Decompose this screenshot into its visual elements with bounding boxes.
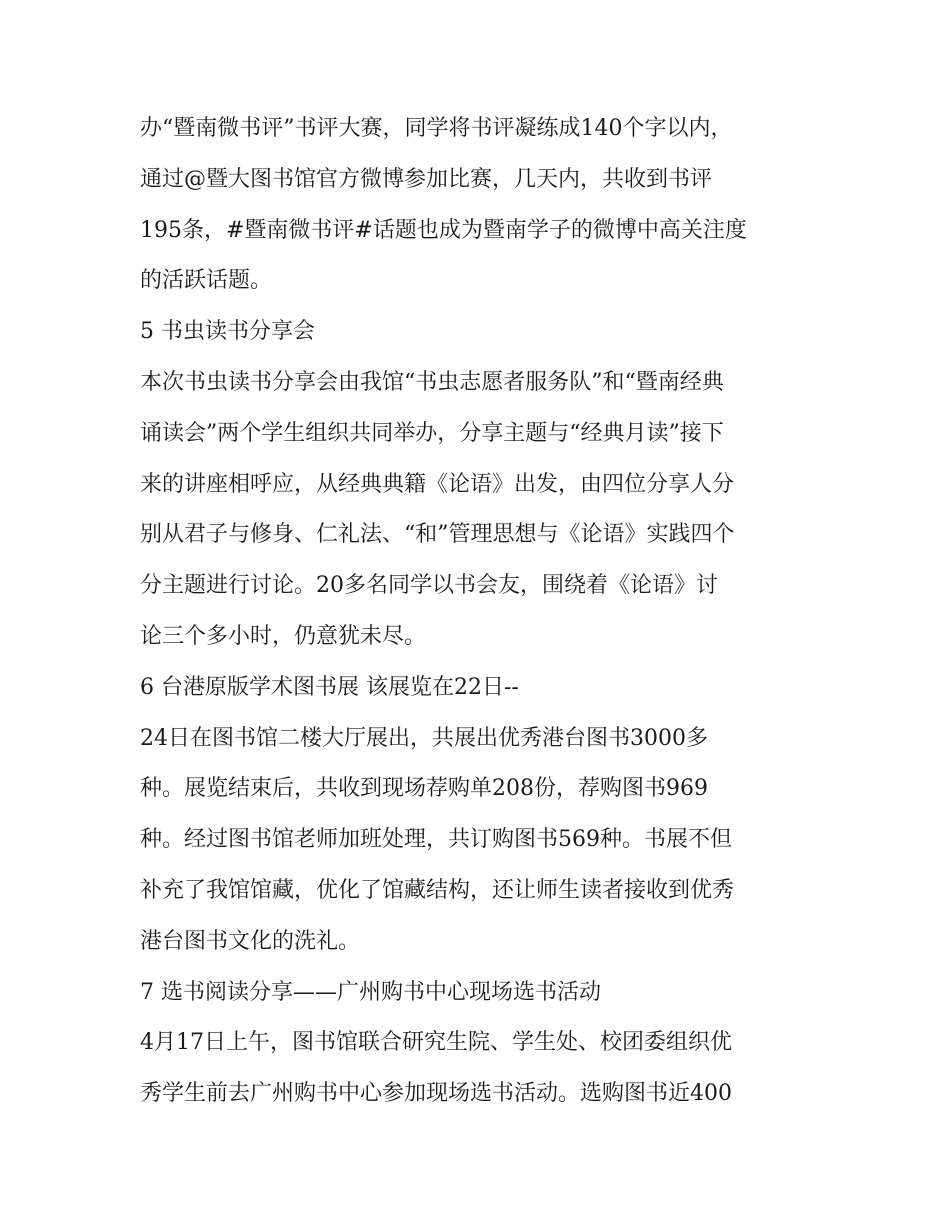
text-line: 4月17日上午，图书馆联合研究生院、学生处、校团委组织优 (140, 1030, 732, 1056)
section-heading: 7 选书阅读分享——广州购书中心现场选书活动 (140, 979, 601, 1005)
text-line: 本次书虫读书分享会由我馆“书虫志愿者服务队”和“暨南经典 (140, 369, 724, 395)
text-line: 分主题进行讨论。20多名同学以书会友，围绕着《论语》讨 (140, 573, 718, 599)
text-line: 补充了我馆馆藏，优化了馆藏结构，还让师生读者接收到优秀 (140, 877, 735, 903)
text-line: 港台图书文化的洗礼。 (140, 928, 361, 954)
text-line: 别从君子与修身、仁礼法、“和”管理思想与《论语》实践四个 (140, 522, 735, 548)
text-line: 24日在图书馆二楼大厅展出，共展出优秀港台图书3000多 (140, 725, 708, 751)
text-line: 通过@暨大图书馆官方微博参加比赛，几天内，共收到书评 (140, 166, 713, 192)
text-line: 种。展览结束后，共收到现场荐购单208份，荐购图书969 (140, 776, 708, 802)
section-heading: 6 台港原版学术图书展 该展览在22日-- (140, 674, 519, 700)
section-heading: 5 书虫读书分享会 (140, 319, 315, 345)
text-line: 种。经过图书馆老师加班处理，共订购图书569种。书展不但 (140, 827, 732, 853)
text-line: 195条，#暨南微书评#话题也成为暨南学子的微博中高关注度 (140, 217, 747, 243)
text-line: 来的讲座相呼应，从经典典籍《论语》出发，由四位分享人分 (140, 471, 735, 497)
text-line: 秀学生前去广州购书中心参加现场选书活动。选购图书近400 (140, 1081, 732, 1107)
text-line: 的活跃话题。 (140, 268, 273, 294)
text-line: 办“暨南微书评”书评大赛，同学将书评凝练成140个字以内， (140, 116, 733, 141)
document-page (140, 104, 830, 1120)
text-line: 论三个多小时，仍意犹未尽。 (140, 623, 427, 649)
text-line: 诵读会”两个学生组织共同举办，分享主题与“经典月读”接下 (140, 420, 724, 446)
